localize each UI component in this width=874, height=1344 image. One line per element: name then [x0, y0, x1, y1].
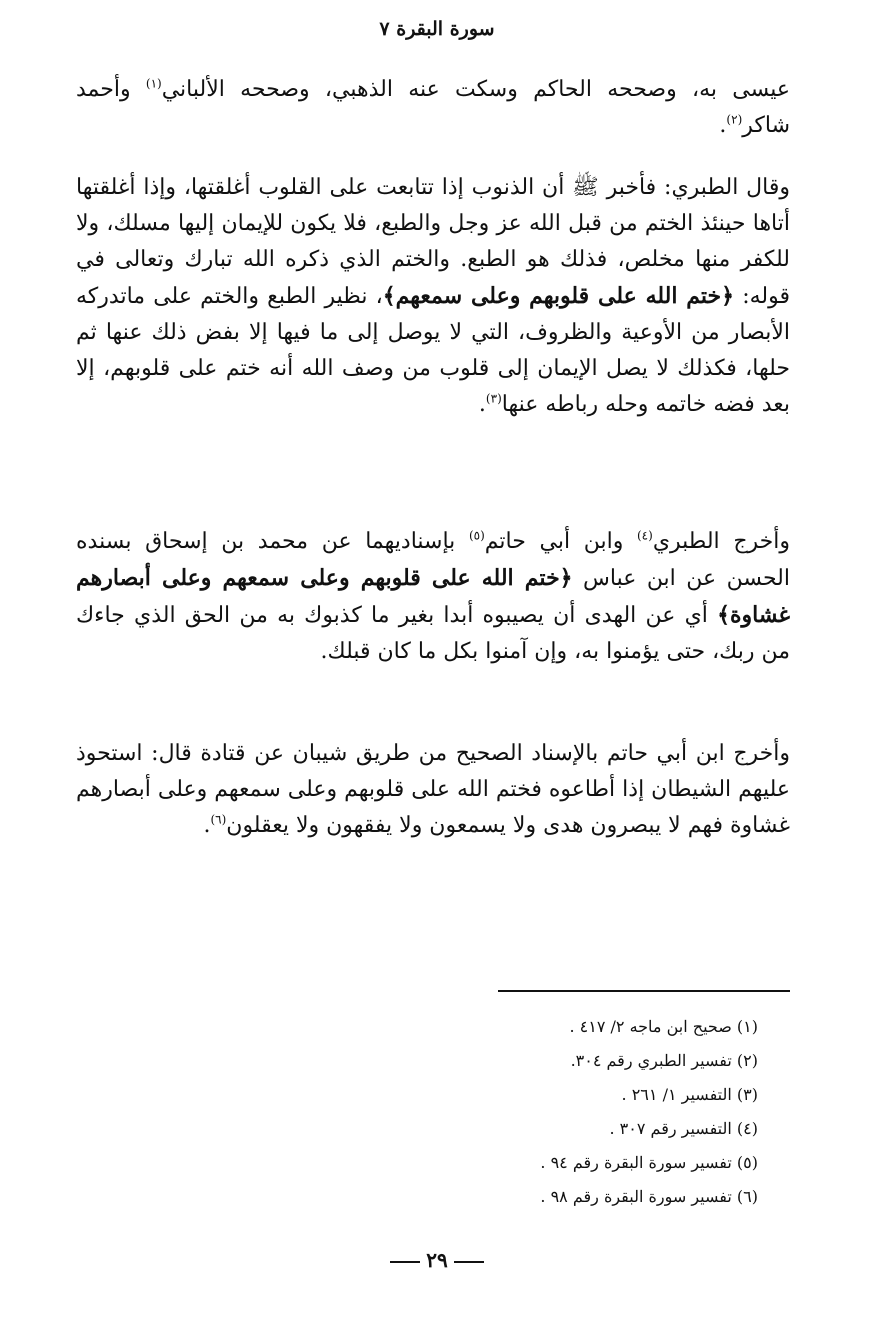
paragraph-1-text-c: .	[719, 113, 727, 138]
paragraph-3-text-d: أي عن الهدى أن يصيبوه أبدا بغير ما كذبوك به من الحق الذي جاءك من ربك، حتى يؤمنوا به، وإن آمنوا بكل ما كان قبلك.	[76, 603, 790, 664]
footnote-ref-5: (٥)	[468, 528, 485, 543]
footnote-ref-6: (٦)	[210, 812, 227, 827]
paragraph-2-text-a: وقال الطبري: فأخبر ﷺ أن الذنوب إذا تتابعت على القلوب أغلقتها، وإذا أغلقتها أتاها حينئذ الختم من قبل الله عز وجل والطبع، فلا يكون للإيمان إليها مسلك، ولا للكفر منها مخلص، فذلك هو الطبع. والختم الذي ذكره الله تبارك وتعالى في قوله:	[76, 175, 790, 309]
quran-verse: ﴿ختم الله على قلوبهم وعلى سمعهم﴾	[382, 283, 735, 309]
paragraph-3	[76, 524, 790, 670]
surah-header: سورة البقرة ٧	[379, 18, 495, 40]
footnote-item: (٥) تفسير سورة البقرة رقم ٩٤ .	[540, 1153, 758, 1172]
page-number	[0, 1248, 874, 1272]
footnote-divider	[498, 990, 790, 992]
footnote-ref-1: (١)	[145, 76, 162, 91]
paragraph-3-text-c: بإسناديهما عن محمد بن إسحاق بسنده الحسن عن ابن عباس	[76, 529, 790, 591]
quran-verse: ﴿ختم الله على قلوبهم وعلى سمعهم وعلى أبصارهم غشاوة﴾	[76, 565, 790, 628]
page-number-value: ٢٩	[426, 1248, 448, 1272]
paragraph-1	[76, 72, 790, 144]
paragraph-1-text-a: عيسى به، وصححه الحاكم وسكت عنه الذهبي، وصححه الألباني	[161, 77, 790, 102]
footnote-ref-4: (٤)	[636, 528, 653, 543]
page-number-dash-icon	[390, 1261, 420, 1263]
footnote-item: (٢) تفسير الطبري رقم ٣٠٤.	[570, 1051, 758, 1070]
page-number-dash-icon	[454, 1261, 484, 1263]
footnote-item: (٣) التفسير ١/ ٢٦١ .	[621, 1085, 758, 1104]
footnote-item: (١) صحيح ابن ماجه ٢/ ٤١٧ .	[569, 1017, 758, 1036]
paragraph-4	[76, 736, 790, 844]
paragraph-2-text-c: .	[478, 392, 486, 417]
paragraph-3-text-b: وابن أبي حاتم	[484, 529, 637, 554]
footnote-item: (٦) تفسير سورة البقرة رقم ٩٨ .	[540, 1187, 758, 1206]
paragraph-1-text-b: وأحمد شاكر	[76, 77, 790, 138]
paragraph-4-text-b: .	[203, 813, 211, 838]
footnote-ref-2: (٢)	[726, 112, 743, 127]
footnote-ref-3: (٣)	[485, 391, 502, 406]
paragraph-2	[76, 170, 790, 423]
paragraph-4-text-a: وأخرج ابن أبي حاتم بالإسناد الصحيح من طريق شيبان عن قتادة قال: استحوذ عليهم الشيطان إذا أطاعوه فختم الله على قلوبهم وعلى سمعهم وعلى أبصارهم غشاوة فهم لا يبصرون هدى ولا يسمعون ولا يفقهون ولا يعقلون	[76, 741, 790, 838]
paragraph-2-text-b: ، نظير الطبع والختم على ماتدركه الأبصار من الأوعية والظروف، التي لا يوصل إلى ما فيها إلا بفض ذلك عنها ثم حلها، فكذلك لا يصل الإيمان إلى قلوب من وصف الله أنه ختم على قلوبهم، إلا بعد فضه خاتمه وحله رباطه عنها	[76, 284, 790, 417]
footnote-item: (٤) التفسير رقم ٣٠٧ .	[609, 1119, 758, 1138]
footnotes-list	[458, 1010, 758, 1214]
paragraph-3-text-a: وأخرج الطبري	[652, 529, 790, 554]
